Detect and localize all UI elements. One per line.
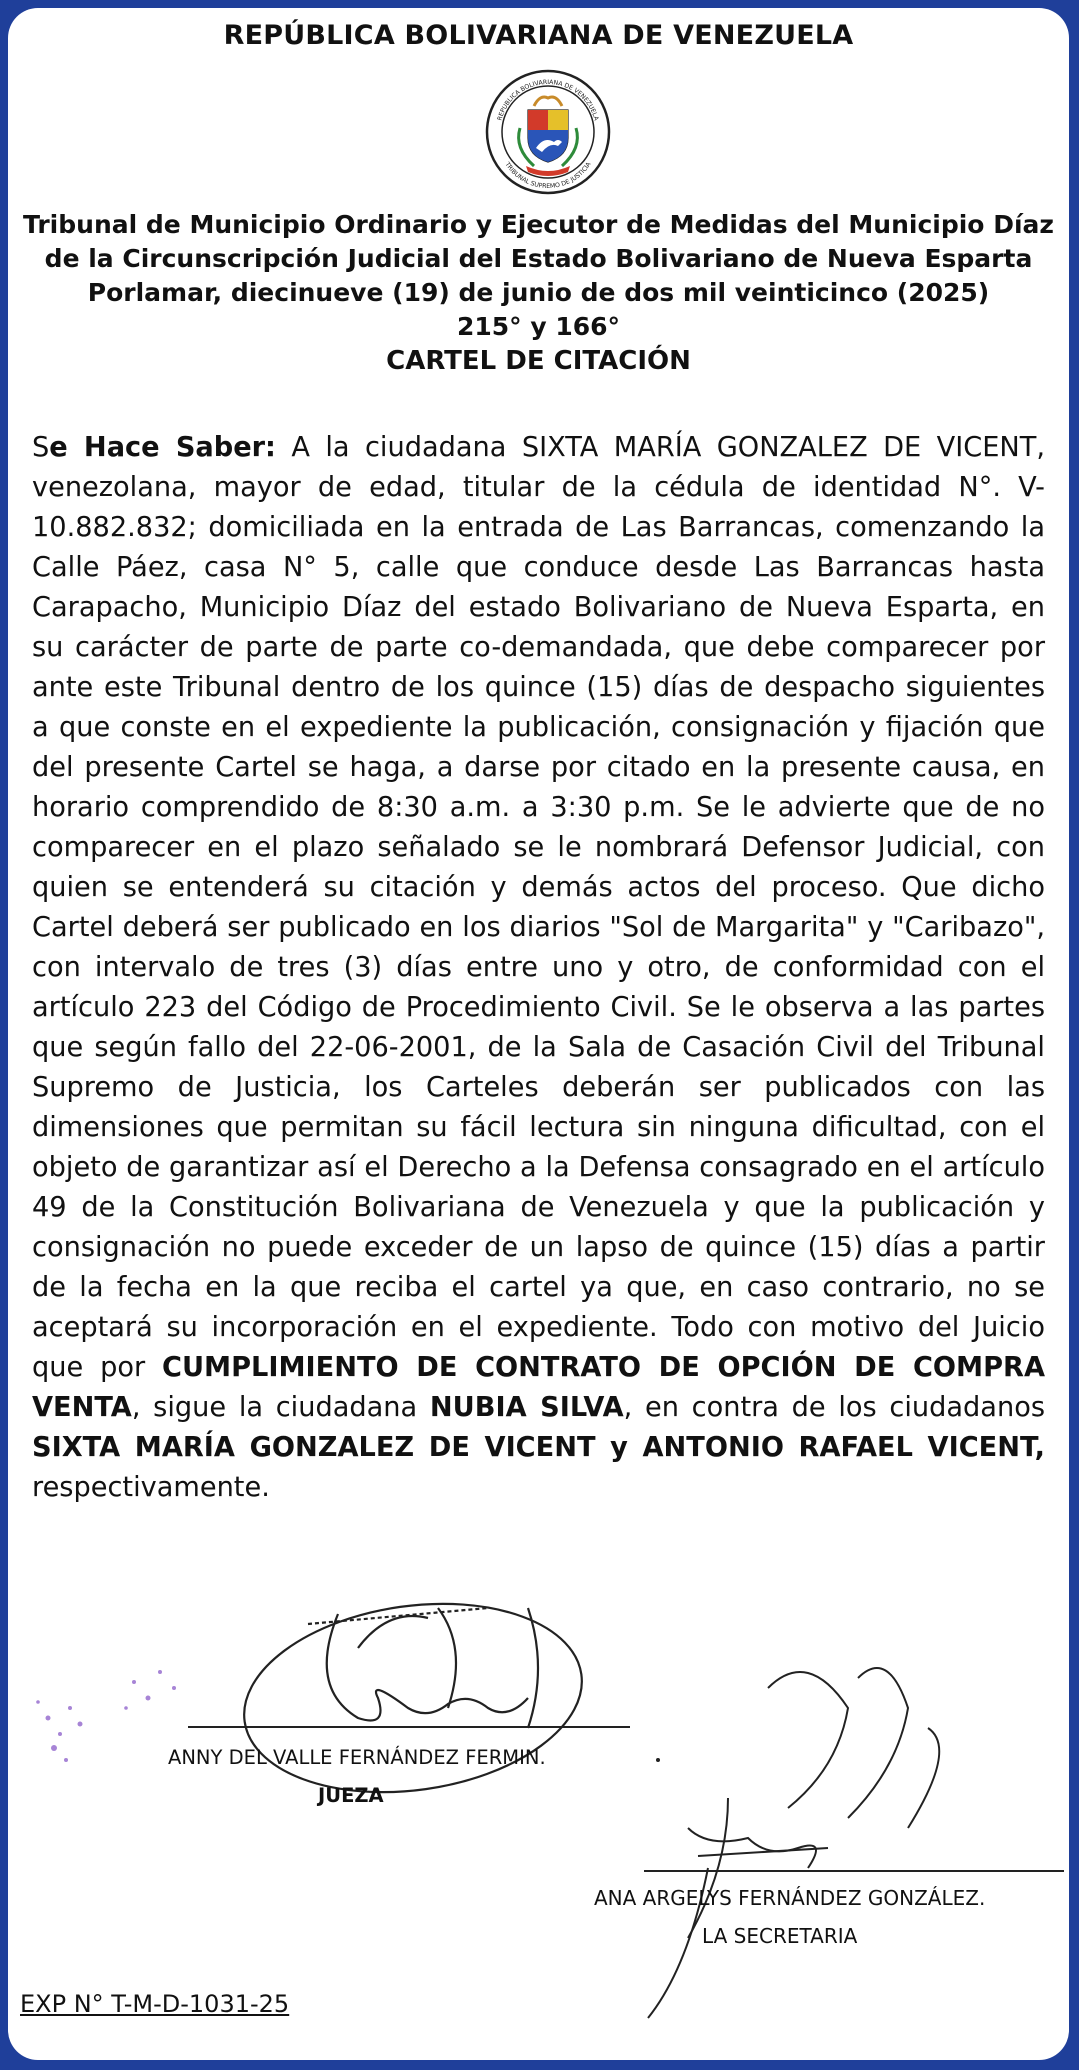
case-type: CUMPLIMIENTO DE CONTRATO DE OPCIÓN DE COMPRA VENTA [32, 1352, 1045, 1423]
body-paragraph-2: , sigue la ciudadana [131, 1392, 430, 1423]
secretary-name: ANA ARGELYS FERNÁNDEZ GONZÁLEZ. [594, 1886, 986, 1910]
notice-body [32, 428, 1045, 1508]
court-line-2: de la Circunscripción Judicial del Estado Bolivariano de Nueva Esparta [44, 244, 1033, 273]
body-paragraph-1: A la ciudadana SIXTA MARÍA GONZALEZ DE VICENT, venezolana, mayor de edad, titular de la cédula de identidad N°. V-10.882.832; domiciliada en la entrada de Las Barrancas, comenzando la Calle Páez, casa N° 5, calle que conduce desde Las Barrancas hasta Carapacho, Municipio Díaz del estado Bolivariano de Nueva Esparta, en su carácter de parte de parte co-demandada, que debe comparecer por ante este Tribunal dentro de los quince (15) días de despacho siguientes a que conste en el expediente la publicación, consignación y fijación que del presente Cartel se haga, a darse por citado en la presente causa, en horario comprendido de 8:30 a.m. a 3:30 p.m. Se le advierte que de no comparecer en el plazo señalado se le nombrará Defensor Judicial, con quien se entenderá su citación y demás actos del proceso. Que dicho Cartel deberá ser publicado en los diarios "Sol de Margarita" y "Caribazo", con intervalo de tres (3) días entre uno y otro, de conformidad con el artículo 223 del Código de Procedimiento Civil. Se le observa a las partes que según fallo del 22-06-2001, de la Sala de Casación Civil del Tribunal Supremo de Justicia, los Carteles deberán ser publicados con las dimensiones que permitan su fácil lectura sin ninguna dificultad, con el objeto de garantizar así el Derecho a la Defensa consagrado en el artículo 49 de la Constitución Bolivariana de Venezuela y que la publicación y consignación no puede exceder de un lapso de quince (15) días a partir de la fecha en la que reciba el cartel ya que, en caso contrario, no se aceptará su incorporación en el expediente. Todo con motivo del Juicio que por [32, 432, 1045, 1383]
judge-name: ANNY DEL VALLE FERNÁNDEZ FERMIN. [168, 1746, 546, 1769]
court-years-line: 215° y 166° [456, 312, 621, 341]
secretary-signature-line [644, 1870, 1064, 1872]
court-line-1: Tribunal de Municipio Ordinario y Ejecutor de Medidas del Municipio Díaz [23, 210, 1054, 239]
plaintiff-name: NUBIA SILVA [429, 1392, 624, 1423]
defendants-names: SIXTA MARÍA GONZALEZ DE VICENT y ANTONIO RAFAEL VICENT, [32, 1432, 1045, 1463]
document-title: CARTEL DE CITACIÓN [386, 346, 691, 376]
lead-letter: S [32, 432, 50, 463]
svg-text:TRIBUNAL SUPREMO DE JUSTICIA: TRIBUNAL SUPREMO DE JUSTICIA [503, 161, 593, 191]
court-date-line: Porlamar, diecinueve (19) de junio de dos mil veinticinco (2025) [87, 278, 990, 307]
secretary-signature-icon [648, 1668, 939, 2018]
lead-bold: e Hace Saber: [49, 432, 276, 463]
case-file-number: EXP N° T-M-D-1031-25 [20, 1990, 290, 2018]
purple-stamp-mark [36, 1670, 176, 1762]
coat-of-arms-seal-icon [484, 68, 612, 196]
body-paragraph-4: respectivamente. [32, 1472, 270, 1503]
secretary-title: LA SECRETARIA [702, 1924, 858, 1948]
body-paragraph-3: , en contra de los ciudadanos [623, 1392, 1046, 1423]
svg-text:REPUBLICA BOLIVARIANA DE VENEZ: REPUBLICA BOLIVARIANA DE VENEZUELA [496, 78, 600, 122]
judge-signature-icon [232, 1583, 594, 1813]
country-heading: REPÚBLICA BOLIVARIANA DE VENEZUELA [223, 20, 854, 51]
judge-title: JUEZA [318, 1784, 384, 1807]
document-page [8, 8, 1069, 2060]
court-heading [18, 208, 1059, 378]
judge-signature-line [188, 1726, 630, 1728]
